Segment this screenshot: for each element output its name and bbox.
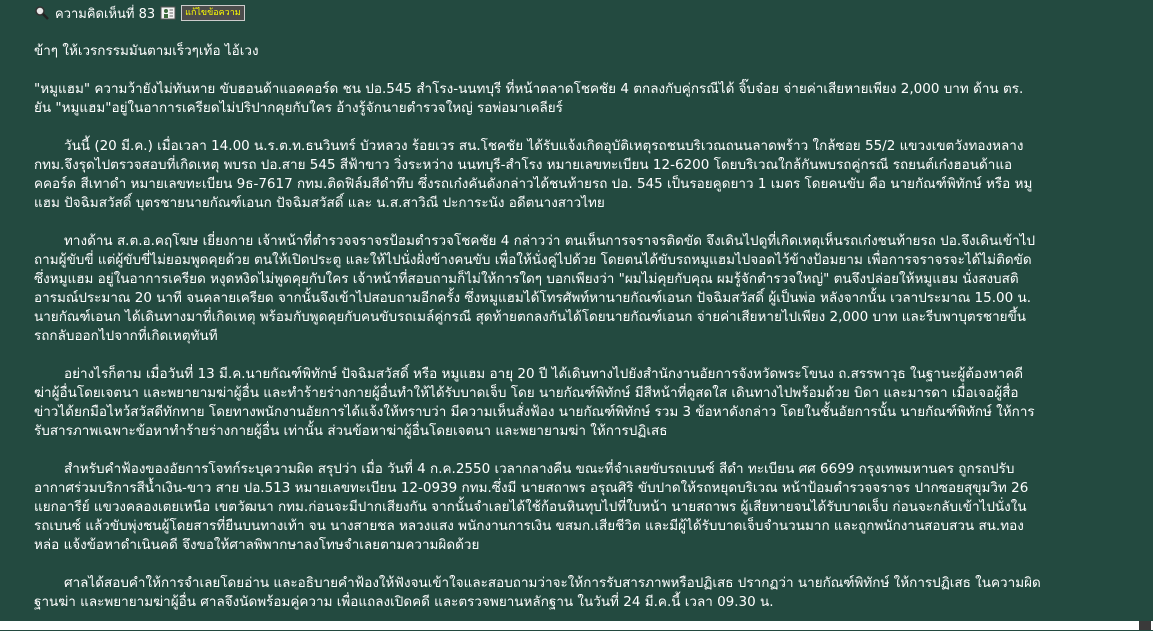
comment-paragraph	[34, 365, 1153, 441]
paragraph-line: คคอร์ด สีเทาดำ หมายเลขทะเบียน 9ธ-7617 กทม.ติดฟิล์มสีดำทึบ ซึ่งรถเก๋งคันดังกล่าวได้ชนท้ายรถ ปอ. 545 เป็นรอยคูดยาว 1 เมตร โดยคนขับ คือ นายกัณฑ์พิทักษ์ หรือ หมู	[34, 176, 1033, 192]
scrollbar-corner	[1139, 621, 1151, 630]
comment-paragraph	[34, 232, 1153, 346]
paragraph-line: อากาศร่วมบริการสีน้ำเงิน-ขาว สาย ปอ.513 หมายเลขทะเบียน 12-0939 กทม.ซึ่งมี นายสถาพร อรุณศิริ ขับปาดให้รถหยุดบริเวณ หน้าป้อมตำรวจจราจร ปากซอยสุขุมวิท 26	[34, 480, 1029, 496]
paragraph-line: ศาลได้สอบคำให้การจำเลยโดยอ่าน และอธิบายคำฟ้องให้ฟังจนเข้าใจและสอบถามว่าจะให้การรับสารภาพหรือปฏิเสธ ปรากฏว่า นายกัณฑ์พิทักษ์ ให้การปฏิเสธ ในความผิด	[64, 575, 1041, 591]
paragraph-line: รถเบนซ์ แล้วขับพุ่งชนผู้โดยสารที่ยืนบนทางเท้า จน นางสายชล หลวงแสง พนักงานการเงิน ขสมก.เสียชีวิต และมีผู้ได้รับบาดเจ็บจำนวนมาก และถูกพนักงานสอบสวน สน.ทอง	[34, 518, 1024, 534]
paragraph-line: ข้าๆ ให้เวรกรรมมันตามเร็วๆเท้อ ไอ้เวง	[34, 43, 259, 59]
comment-paragraph	[34, 574, 1153, 612]
comment-paragraph	[34, 137, 1153, 213]
paragraph-line: ทางด้าน ส.ต.อ.คฤโฆษ เยี่ยงกาย เจ้าหน้าที่ตำรวจจราจรป้อมตำรวจโชคชัย 4 กล่าวว่า ตนเห็นการจราจรติดขัด จึงเดินไปดูที่เกิดเหตุเห็นรถเก๋งชนท้ายรถ ปอ.จึงเดินเข้าไป	[64, 233, 1036, 249]
paragraph-line: แยกอารีย์ แขวงคลองเตยเหนือ เขตวัฒนา กทม.ก่อนจะมีปากเสียงกัน จากนั้นจำเลยได้ใช้ก้อนหินทุบไปที่ใบหน้า นายสถาพร ผู้เสียหายจนได้รับบาดเจ็บ ก่อนจะกลับเข้าไปนั่งใน	[34, 499, 1027, 515]
paragraph-line: แฮม ปัจฉิมสวัสดิ์ บุตรชายนายกัณฑ์เอนก ปัจฉิมสวัสดิ์ และ น.ส.สาวิณี ปะการะนัง อดีตนางสาวไทย	[34, 195, 605, 211]
paragraph-line: "หมูแฮม" ความว้ายังไม่ทันหาย ขับฮอนด้าแอคคอร์ด ชน ปอ.545 สำโรง-นนทบุรี ที่หน้าตลาดโชคชัย 4 ตกลงกับคู่กรณีได้ จิ๊บจ๋อย จ่ายค่าเสียหายเพียง 2,000 บาท ด้าน ตร.	[34, 81, 1024, 97]
paragraph-line: ฆ่าผู้อื่นโดยเจตนา และพยายามฆ่าผู้อื่น และทำร้ายร่างกายผู้อื่นทำให้ได้รับบาดเจ็บ โดย นายกัณฑ์พิทักษ์ มีสีหน้าที่ดูสดใส เดินทางไปพร้อมด้วย บิดา และมารดา เมื่อเจอผู้สื่อ	[34, 385, 1019, 401]
paragraph-line: ข่าวได้ยกมือไหว้สวัสดีทักทาย โดยทางพนักงานอัยการได้แจ้งให้ทราบว่า มีความเห็นสั่งฟ้อง นายกัณฑ์พิทักษ์ รวม 3 ข้อหาดังกล่าว โดยในชั้นอัยการนั้น นายกัณฑ์พิทักษ์ ให้การ	[34, 404, 1035, 420]
paragraph-line: กทม.จึงรุดไปตรวจสอบที่เกิดเหตุ พบรถ ปอ.สาย 545 สีฟ้าขาว วิ่งระหว่าง นนทบุรี-สำโรง หมายเลขทะเบียน 12-6200 โดยบริเวณใกล้กันพบรถคู่กรณี รถยนต์เก๋งฮอนด้าแอ	[34, 157, 1013, 173]
paragraph-line: รถกลับออกไปจากที่เกิดเหตุทันที	[34, 328, 218, 344]
paragraph-line: นายกัณฑ์เอนก ได้เดินทางมาที่เกิดเหตุ พร้อมกับพูดคุยกับคนขับรถเมล์คู่กรณี สุดท้ายตกลงกันได้โดยนายกัณฑ์เอนก จ่ายค่าเสียหายไปเพียง 2,000 บาท และรีบพาบุตรชายขึ้น	[34, 309, 1027, 325]
paragraph-line: ซึ่งหมูแฮม อยู่ในอาการเครียด หงุดหงิดไม่พูดคุยกับใคร เจ้าหน้าที่สอบถามก็ไม่ให้การใดๆ บอกเพียงว่า "ผมไม่คุยกับคุณ ผมรู้จักตำรวจใหญ่" ตนจึงปล่อยให้หมูแฮม นั่งสงบสติ	[34, 271, 1019, 287]
comment-title: ความคิดเห็นที่ 83	[55, 6, 156, 22]
paragraph-line: สำหรับคำฟ้องของอัยการโจทก์ระบุความผิด สรุปว่า เมื่อ วันที่ 4 ก.ค.2550 เวลากลางคืน ขณะที่จำเลยขับรถเบนซ์ สีดำ ทะเบียน ศศ 6699 กรุงเทพมหานคร ถูกรถปรับ	[64, 461, 1015, 477]
paragraph-line: หล่อ แจ้งข้อหาดำเนินคดี จึงขอให้ศาลพิพากษาลงโทษจำเลยตามความผิดด้วย	[34, 537, 480, 553]
comment-paragraph	[34, 80, 1153, 118]
comment-paragraph	[34, 42, 1153, 61]
paragraph-line: รับสารภาพเฉพาะข้อหาทำร้ายร่างกายผู้อื่น เท่านั้น ส่วนข้อหาฆ่าผู้อื่นโดยเจตนา และพยายามฆ่า ให้การปฏิเสธ	[34, 423, 668, 439]
comment-header	[34, 4, 245, 22]
comment-paragraph	[34, 460, 1153, 555]
edit-message-button[interactable]: แก้ไขข้อความ	[181, 5, 245, 21]
paragraph-line: ถามผู้ขับขี่ แต่ผู้ขับขี่ไม่ยอมพูดคุยด้วย ตนให้เปิดประตู และให้ไปนั่งฝั่งข้างคนขับ เพื่อให้นั่งคู่ไปด้วย โดยตนได้ขับรถหมูแฮมไปจอดไว้ข้างป้อมยาม เพื่อการจราจรจะได้ไม่ติดขัด	[34, 252, 1032, 268]
paragraph-line: วันนี้ (20 มี.ค.) เมื่อเวลา 14.00 น.ร.ต.ท.ธนวินทร์ บัวหลวง ร้อยเวร สน.โชคชัย ได้รับแจ้งเกิดอุบัติเหตุรถชนบริเวณถนนลาดพร้าว ใกล้ซอย 55/2 แขวงเขตวังทองหลาง	[64, 138, 1024, 154]
user-profile-icon[interactable]	[160, 5, 176, 21]
paragraph-line: อย่างไรก็ตาม เมื่อวันที่ 13 มี.ค.นายกัณฑ์พิทักษ์ ปัจฉิมสวัสดิ์ หรือ หมูแฮม อายุ 20 ปี ได้เดินทางไปยังสำนักงานอัยการจังหวัดพระโขนง ถ.สรรพาวุธ ในฐานะผู้ต้องหาคดี	[64, 366, 1023, 382]
paragraph-line: ฐานฆ่า และพยายามฆ่าผู้อื่น ศาลจึงนัดพร้อมคู่ความ เพื่อแถลงเปิดคดี และตรวจพยานหลักฐาน ในวันที่ 24 มี.ค.นี้ เวลา 09.30 น.	[34, 594, 774, 610]
horizontal-scrollbar[interactable]	[0, 621, 1153, 630]
paragraph-line: อารมณ์ประมาณ 20 นาที จนคลายเครียด จากนั้นจึงเข้าไปสอบถามอีกครั้ง ซึ่งหมูแฮมได้โทรศัพท์หานายกัณฑ์เอนก ปัจฉิมสวัสดิ์ ผู้เป็นพ่อ หลังจากนั้น เวลาประมาณ 15.00 น.	[34, 290, 1032, 306]
paragraph-line: ยัน "หมูแฮม"อยู่ในอาการเครียดไม่ปริปากคุยกับใคร อ้างรู้จักนายตำรวจใหญ่ รอพ่อมาเคลียร์	[34, 100, 563, 116]
comment-body	[34, 42, 1153, 631]
magnifier-person-icon	[34, 5, 50, 21]
